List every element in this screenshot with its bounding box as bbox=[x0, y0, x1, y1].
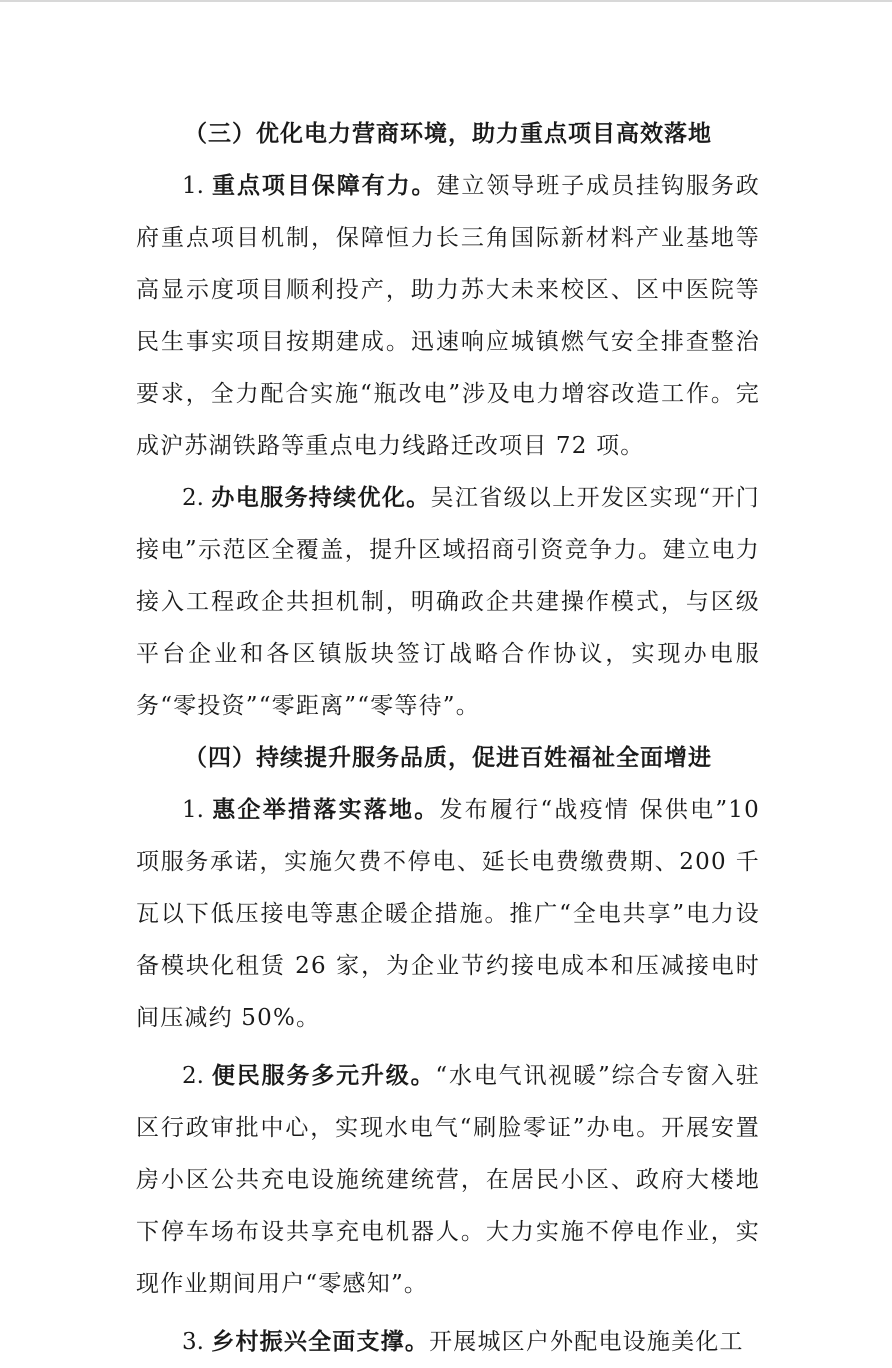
item-number: 3. bbox=[182, 1329, 212, 1355]
paragraph-4-1 bbox=[136, 784, 760, 1044]
item-lead: 办电服务持续优化。 bbox=[211, 484, 431, 511]
item-body: 发布履行“战疫情 保供电”10项服务承诺，实施欠费不停电、延长电费缴费期、200 千瓦以下低压接电等惠企暖企措施。推广“全电共享”电力设备模块化租赁 26 家，为企业节约接电成本和压减接电时间压减约 50%。 bbox=[136, 797, 760, 1031]
section-heading-4: （四）持续提升服务品质，促进百姓福祉全面增进 bbox=[184, 744, 712, 771]
item-body: 开展城区户外配电设施美化工 bbox=[429, 1329, 744, 1355]
item-lead: 重点项目保障有力。 bbox=[212, 172, 437, 199]
item-body: 建立领导班子成员挂钩服务政府重点项目机制，保障恒力长三角国际新材料产业基地等高显示度项目顺利投产，助力苏大未来校区、区中医院等民生事实项目按期建成。迅速响应城镇燃气安全排查整治要求，全力配合实施“瓶改电”涉及电力增容改造工作。完成沪苏湖铁路等重点电力线路迁改项目 72 项。 bbox=[136, 173, 760, 459]
item-number: 2. bbox=[182, 1063, 212, 1089]
paragraph-4-3 bbox=[136, 1316, 760, 1368]
document-body bbox=[136, 108, 760, 1368]
item-number: 1. bbox=[182, 797, 213, 823]
paragraph-3-2 bbox=[136, 472, 760, 732]
item-body: “水电气讯视暖”综合专窗入驻区行政审批中心，实现水电气“刷脸零证”办电。开展安置房小区公共充电设施统建统营，在居民小区、政府大楼地下停车场布设共享充电机器人。大力实施不停电作业，实现作业期间用户“零感知”。 bbox=[136, 1063, 760, 1297]
page-top-edge bbox=[0, 0, 892, 2]
item-number: 1. bbox=[182, 173, 212, 199]
paragraph-4-2 bbox=[136, 1050, 760, 1310]
item-number: 2. bbox=[182, 485, 212, 511]
item-lead: 惠企举措落实落地。 bbox=[212, 796, 440, 823]
item-lead: 便民服务多元升级。 bbox=[211, 1062, 436, 1089]
paragraph-3-1 bbox=[136, 160, 760, 472]
section-heading-3: （三）优化电力营商环境，助力重点项目高效落地 bbox=[184, 120, 712, 147]
item-body: 吴江省级以上开发区实现“开门接电”示范区全覆盖，提升区域招商引资竞争力。建立电力接入工程政企共担机制，明确政企共建操作模式，与区级平台企业和各区镇版块签订战略合作协议，实现办电服务“零投资”“零距离”“零等待”。 bbox=[136, 485, 760, 719]
item-lead: 乡村振兴全面支撑。 bbox=[211, 1328, 430, 1355]
